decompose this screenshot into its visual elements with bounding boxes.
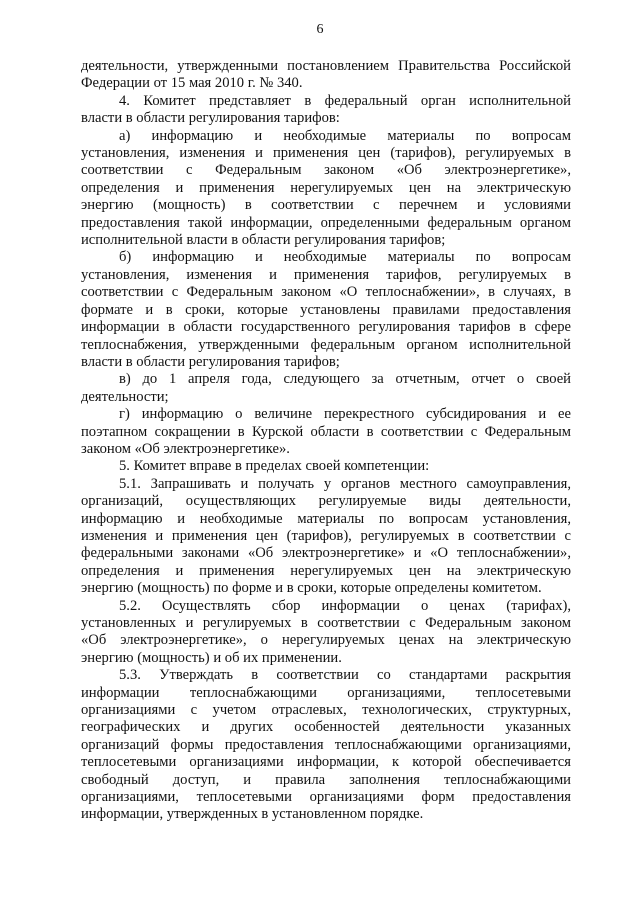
text-line: 5.1. Запрашивать и получать у органов местного самоуправления, — [119, 475, 571, 492]
text-line: организаций формы предоставления теплоснабжающими организациями, — [81, 736, 571, 753]
text-line: 4. Комитет представляет в федеральный орган исполнительной — [119, 92, 571, 109]
para-item-4 — [81, 93, 571, 128]
text-line: информацию и необходимые материалы по вопросам установления, — [81, 510, 571, 527]
text-line: г) информацию о величине перекрестного субсидирования и ее — [119, 406, 571, 423]
para-item-5-2 — [81, 598, 571, 668]
text-line: установления, изменения и применения тарифов, регулируемых в — [81, 266, 571, 283]
text-line: энергию (мощность) по форме и в сроки, которые определены комитетом. — [81, 580, 542, 597]
text-line: предоставления такой информации, определенными федеральным органом — [81, 214, 571, 231]
text-line: формате и в сроки, которые установлены правилами предоставления — [81, 301, 571, 318]
text-line: энергию (мощность) в соответствии с перечнем и условиями — [81, 197, 571, 214]
para-item-4b — [81, 249, 571, 371]
text-line: организациями с учетом отраслевых, технологических, структурных, — [81, 702, 571, 719]
para-item-5-3 — [81, 667, 571, 824]
text-line: соответствии с Федеральным законом «О теплоснабжении», в случаях, в — [81, 284, 571, 301]
page-number: 6 — [316, 22, 324, 37]
text-line: организаций, осуществляющих регулируемые виды деятельности, — [81, 493, 571, 510]
text-line: федеральными законами «Об электроэнергетике» и «О теплоснабжении», — [81, 545, 571, 562]
para-continuation — [81, 58, 571, 93]
text-line: информации, утвержденных в установленном порядке. — [81, 806, 424, 823]
text-line: теплоснабжения, утвержденными федеральным органом исполнительной — [81, 336, 571, 353]
para-item-5 — [81, 458, 571, 475]
text-line: определения и применения нерегулируемых цен на электрическую — [81, 179, 571, 196]
text-line: установления, изменения и применения цен (тарифов), регулируемых в — [81, 145, 571, 162]
text-line: организациями, теплосетевыми организациями форм предоставления — [81, 789, 571, 806]
text-line: установленных и регулируемых в соответствии с Федеральным законом — [81, 615, 571, 631]
text-line: законом «Об электроэнергетике». — [81, 440, 290, 457]
text-line: поэтапном сокращении в Курской области в соответствии с Федеральным — [81, 423, 571, 440]
text-line: теплосетевыми организациями информации, к которой обеспечивается — [81, 754, 571, 771]
text-line: «Об электроэнергетике», о нерегулируемых ценах на электрическую — [81, 632, 571, 649]
document-body — [81, 58, 571, 824]
text-line: соответствии с Федеральным законом «Об электроэнергетике», — [81, 162, 571, 179]
text-line: деятельности; — [81, 388, 169, 405]
text-line: б) информацию и необходимые материалы по вопросам — [119, 249, 571, 266]
text-line: власти в области регулирования тарифов; — [81, 353, 340, 370]
para-item-4v — [81, 371, 571, 406]
text-line: 5. Комитет вправе в пределах своей компетенции: — [119, 458, 430, 475]
text-line: информации теплоснабжающими организациями, теплосетевыми — [81, 684, 571, 701]
text-line: географических и других особенностей деятельности указанных — [81, 719, 571, 736]
text-line: исполнительной власти в области регулирования тарифов; — [81, 232, 446, 249]
text-line: Федерации от 15 мая 2010 г. № 340. — [81, 75, 303, 92]
para-item-5-1 — [81, 476, 571, 598]
text-line: в) до 1 апреля года, следующего за отчетным, отчет о своей — [119, 371, 571, 388]
text-line: деятельности, утвержденными постановлением Правительства Российской — [81, 58, 571, 74]
text-line: определения и применения нерегулируемых цен на электрическую — [81, 562, 571, 579]
text-line: а) информацию и необходимые материалы по вопросам — [119, 127, 571, 144]
text-line: власти в области регулирования тарифов: — [81, 110, 340, 127]
text-line: энергию (мощность) и об их применении. — [81, 649, 342, 666]
text-line: свободный доступ, и правила заполнения теплоснабжающими — [81, 771, 571, 788]
text-line: изменения и применения цен (тарифов), регулируемых в соответствии с — [81, 527, 571, 544]
para-item-4a — [81, 128, 571, 250]
text-line: 5.2. Осуществлять сбор информации о ценах (тарифах), — [119, 597, 571, 614]
text-line: информации в области государственного регулирования тарифов в сфере — [81, 319, 571, 336]
text-line: 5.3. Утверждать в соответствии со стандартами раскрытия — [119, 667, 571, 684]
para-item-4g — [81, 406, 571, 458]
